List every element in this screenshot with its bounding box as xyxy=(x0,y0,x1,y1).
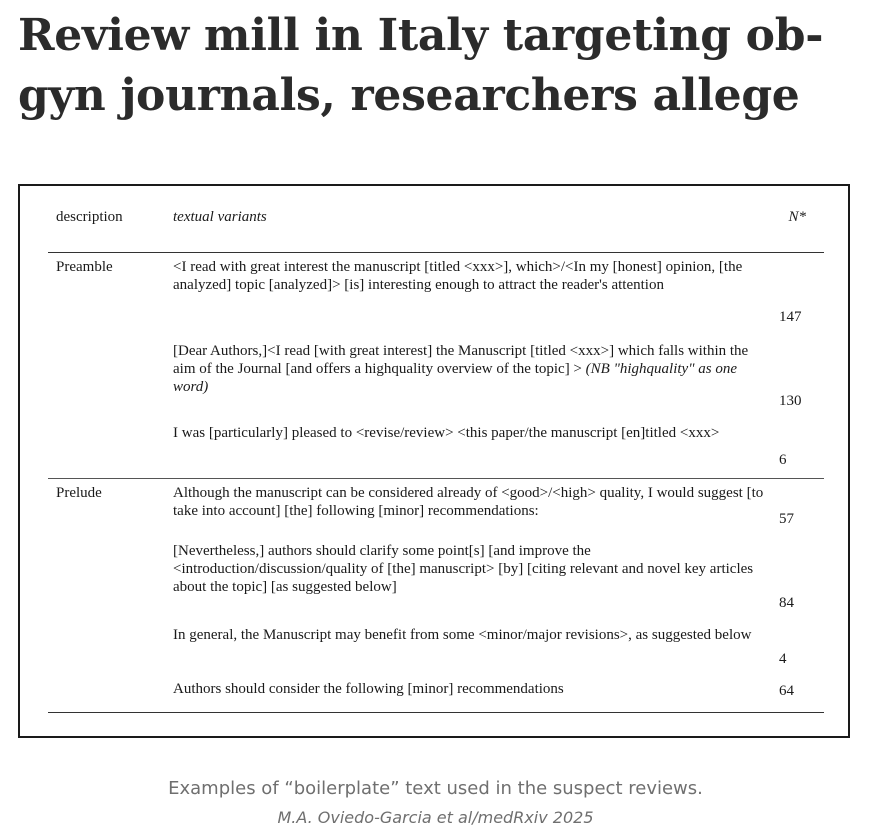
table-figure xyxy=(18,184,850,738)
table-bottom-rule xyxy=(48,712,824,713)
row-count: 57 xyxy=(779,511,794,527)
group-label-preamble: Preamble xyxy=(56,259,113,275)
group-divider xyxy=(48,478,824,479)
row-text: <I read with great interest the manuscript [titled <xxx>], which>/<In my [honest] opinion, [the analyzed] topic [analyzed]> [is] interesting enough to attract the reader's attention xyxy=(173,259,743,293)
row-text: Although the manuscript can be considered already of <good>/<high> quality, I would suggest [to take into account] [the] following [minor] recommendations: xyxy=(173,485,764,519)
table-row xyxy=(173,424,824,468)
header-textual-variants: textual variants xyxy=(173,209,267,225)
row-text: [Dear Authors,]<I read [with great interest] the Manuscript [titled <xxx>] which falls within the aim of the Journal [and offers a highquality overview of the topic] > (NB "highquality" as one word) xyxy=(173,343,749,395)
article-headline: Review mill in Italy targeting ob-gyn journals, researchers allege xyxy=(18,10,824,121)
table-row xyxy=(173,484,824,527)
table-row xyxy=(173,680,824,702)
row-count: 4 xyxy=(779,651,787,667)
boilerplate-table xyxy=(48,186,824,736)
row-text: Authors should consider the following [minor] recommendations xyxy=(173,681,564,697)
group-label-prelude: Prelude xyxy=(56,485,102,501)
row-count: 84 xyxy=(779,595,794,611)
header-description: description xyxy=(56,209,123,225)
row-text: I was [particularly] pleased to <revise/review> <this paper/the manuscript [en]titled <xxx> xyxy=(173,425,720,441)
row-text: [Nevertheless,] authors should clarify some point[s] [and improve the <introduction/discussion/quality of [the] manuscript> [by] [citing relevant and novel key articles about the topic] [as suggested below] xyxy=(173,543,754,595)
row-text: In general, the Manuscript may benefit from some <minor/major revisions>, as suggested below xyxy=(173,627,752,643)
table-row xyxy=(173,626,824,666)
figure-caption: Examples of “boilerplate” text used in the suspect reviews. xyxy=(168,778,703,799)
table-row xyxy=(173,342,824,409)
table-row xyxy=(173,542,824,611)
header-rule xyxy=(48,252,824,253)
row-count: 147 xyxy=(779,309,802,325)
row-count: 6 xyxy=(779,452,787,468)
table-row xyxy=(173,258,824,325)
row-count: 130 xyxy=(779,393,802,409)
figure-credit: M.A. Oviedo-Garcia et al/medRxiv 2025 xyxy=(277,808,594,827)
header-count: N* xyxy=(788,209,806,225)
row-count: 64 xyxy=(779,683,794,699)
table-header-row xyxy=(48,208,824,228)
